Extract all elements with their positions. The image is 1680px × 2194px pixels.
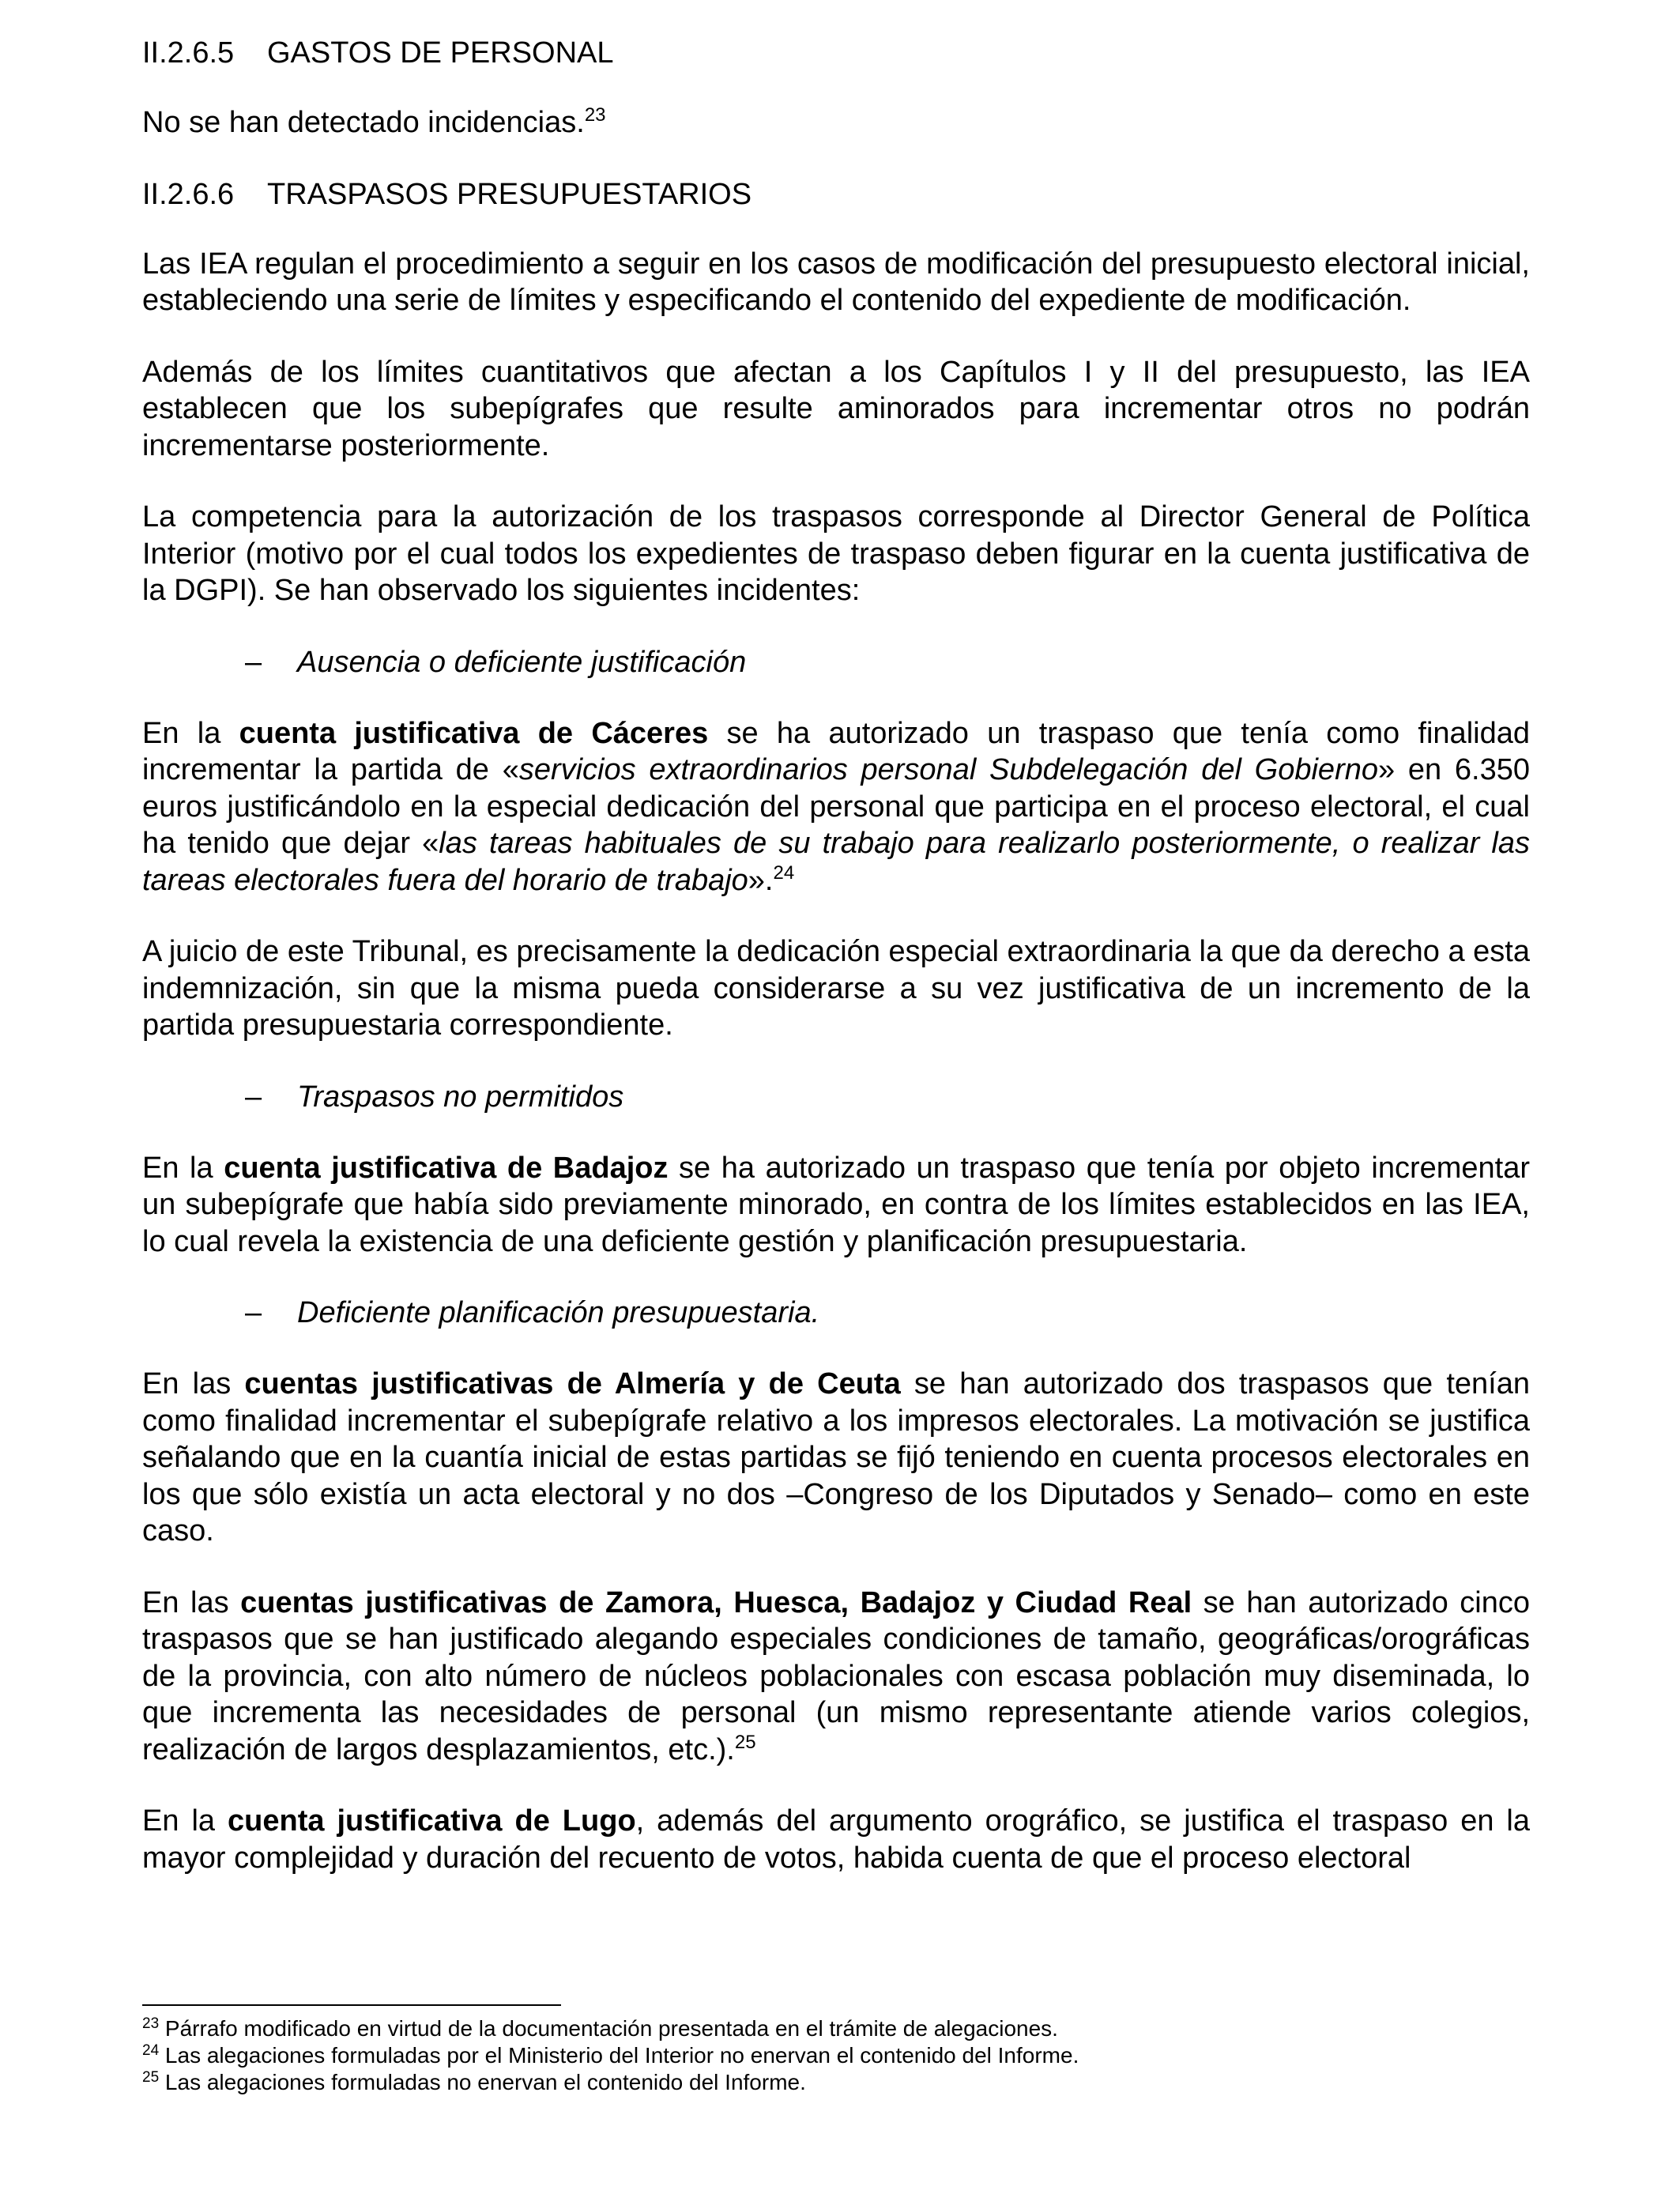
bold-cuenta-lugo: cuenta justificativa de Lugo [228,1804,636,1838]
footnotes-area [142,2004,1530,2096]
quoted-partida: servicios extraordinarios personal Subdelegación del Gobierno [518,753,1378,786]
bullet-deficiente-planificacion [142,1295,1530,1331]
bullet-text: Traspasos no permitidos [297,1080,624,1114]
bold-cuenta-caceres: cuenta justificativa de Cáceres [239,716,709,750]
section-title: TRASPASOS PRESUPUESTARIOS [267,177,752,211]
paragraph-zamora-huesca: En las cuentas justificativas de Zamora, Huesca, Badajoz y Ciudad Real se han autorizado cinco traspasos que se han justificado alegando especiales condiciones de tamaño, geográficas/orográficas de la provincia, con alto número de núcleos poblacionales con escasa población muy diseminada, lo que incrementa las necesidades de personal (un mismo representante atiende varios colegios, realización de largos desplazamientos, etc.).$^{25}$ [142,1585,1531,1766]
paragraph-almeria-ceuta: En las cuentas justificativas de Almería y de Ceuta se han autorizado dos traspasos que tenían como finalidad incrementar el subepígrafe relativo a los impresos electorales. La motivación se justifica señalando que en la cuantía inicial de estas partidas se fijó teniendo en cuenta procesos electorales en los que sólo existía un acta electoral y no dos –Congreso de los Diputados y Senado– como en este caso. [142,1367,1531,1547]
section-heading-gastos-personal [142,35,1530,71]
footnote-number: 23 [142,2015,160,2032]
bold-cuenta-badajoz: cuenta justificativa de Badajoz [224,1151,669,1185]
footnote-text: Las alegaciones formuladas no enervan el contenido del Informe. [159,2070,806,2094]
paragraph-caceres: En la cuenta justificativa de Cáceres se ha autorizado un traspaso que tenía como finalidad incrementar la partida de «servicios extraordinarios personal Subdelegación del Gobierno» en 6.350 euros justificándolo en la especial dedicación del personal que participa en el proceso electoral, el cual ha tenido que dejar «las tareas habituales de su trabajo para realizarlo posteriormente, o realizar las tareas electorales fuera del horario de trabajo».$^{24}$ [142,716,1531,897]
paragraph-juicio-tribunal: A juicio de este Tribunal, es precisamente la dedicación especial extraordinaria la que da derecho a esta indemnización, sin que la misma pueda considerarse a su vez justificativa de un incremento de la partida presupuestaria correspondiente. [142,935,1530,1042]
footnote-number: 25 [142,2069,160,2086]
bold-cuentas-zamora-huesca: cuentas justificativas de Zamora, Huesca, Badajoz y Ciudad Real [240,1585,1192,1619]
bold-cuentas-almeria-ceuta: cuentas justificativas de Almería y de Ceuta [244,1367,901,1400]
paragraph-badajoz: En la cuenta justificativa de Badajoz se ha autorizado un traspaso que tenía por objeto incrementar un subepígrafe que había sido previamente minorado, en contra de los límites establecidos en las IEA, lo cual revela la existencia de una deficiente gestión y planificación presupuestaria. [142,1151,1531,1258]
footnote-text: Párrafo modificado en virtud de la documentación presentada en el trámite de alegaciones. [159,2016,1058,2041]
bullet-traspasos-no-permitidos [142,1079,1530,1115]
paragraph-competencia: La competencia para la autorización de los traspasos corresponde al Director General de Política Interior (motivo por el cual todos los expedientes de traspaso deben figurar en la cuenta justificativa de la DGPI). Se han observado los siguientes incidentes: [142,500,1530,607]
footnote-ref[interactable]: 25 [734,1731,756,1753]
footnote-separator [142,2004,561,2006]
bullet-ausencia-justificacion [142,644,1530,680]
footnote-23 [142,2015,1530,2042]
footnote-ref[interactable]: 23 [584,104,606,126]
dash-bullet-marker: – [245,645,262,679]
section-heading-traspasos [142,176,1530,213]
paragraph-incidencias [142,104,1530,141]
footnote-24 [142,2042,1530,2069]
document-page [142,35,1530,1911]
quoted-tareas: las tareas habituales de su trabajo para realizarlo posteriormente, o realizar las tareas electorales fuera del horario de trabajo [142,827,1530,897]
dash-bullet-marker: – [245,1296,262,1329]
bullet-text: Ausencia o deficiente justificación [297,645,747,679]
dash-bullet-marker: – [245,1080,262,1114]
paragraph-text: No se han detectado incidencias. [142,106,585,139]
footnote-ref[interactable]: 24 [773,861,795,884]
paragraph-iea-regulan: Las IEA regulan el procedimiento a seguir en los casos de modificación del presupuesto electoral inicial, estableciendo una serie de límites y especificando el contenido del expediente de modificación. [142,247,1530,317]
section-number: II.2.6.5 [142,36,235,70]
footnote-number: 24 [142,2042,160,2059]
section-title: GASTOS DE PERSONAL [267,36,614,70]
section-number: II.2.6.6 [142,177,235,211]
bullet-text: Deficiente planificación presupuestaria. [297,1296,820,1329]
paragraph-lugo: En la cuenta justificativa de Lugo, además del argumento orográfico, se justifica el traspaso en la mayor complejidad y duración del recuento de votos, habida cuenta de que el proceso electoral [142,1804,1531,1875]
paragraph-limites: Además de los límites cuantitativos que afectan a los Capítulos I y II del presupuesto, las IEA establecen que los subepígrafes que resulte aminorados para incrementar otros no podrán incrementarse posteriormente. [142,355,1530,462]
footnote-25 [142,2069,1530,2096]
footnote-text: Las alegaciones formuladas por el Ministerio del Interior no enervan el contenido del Informe. [159,2043,1079,2068]
